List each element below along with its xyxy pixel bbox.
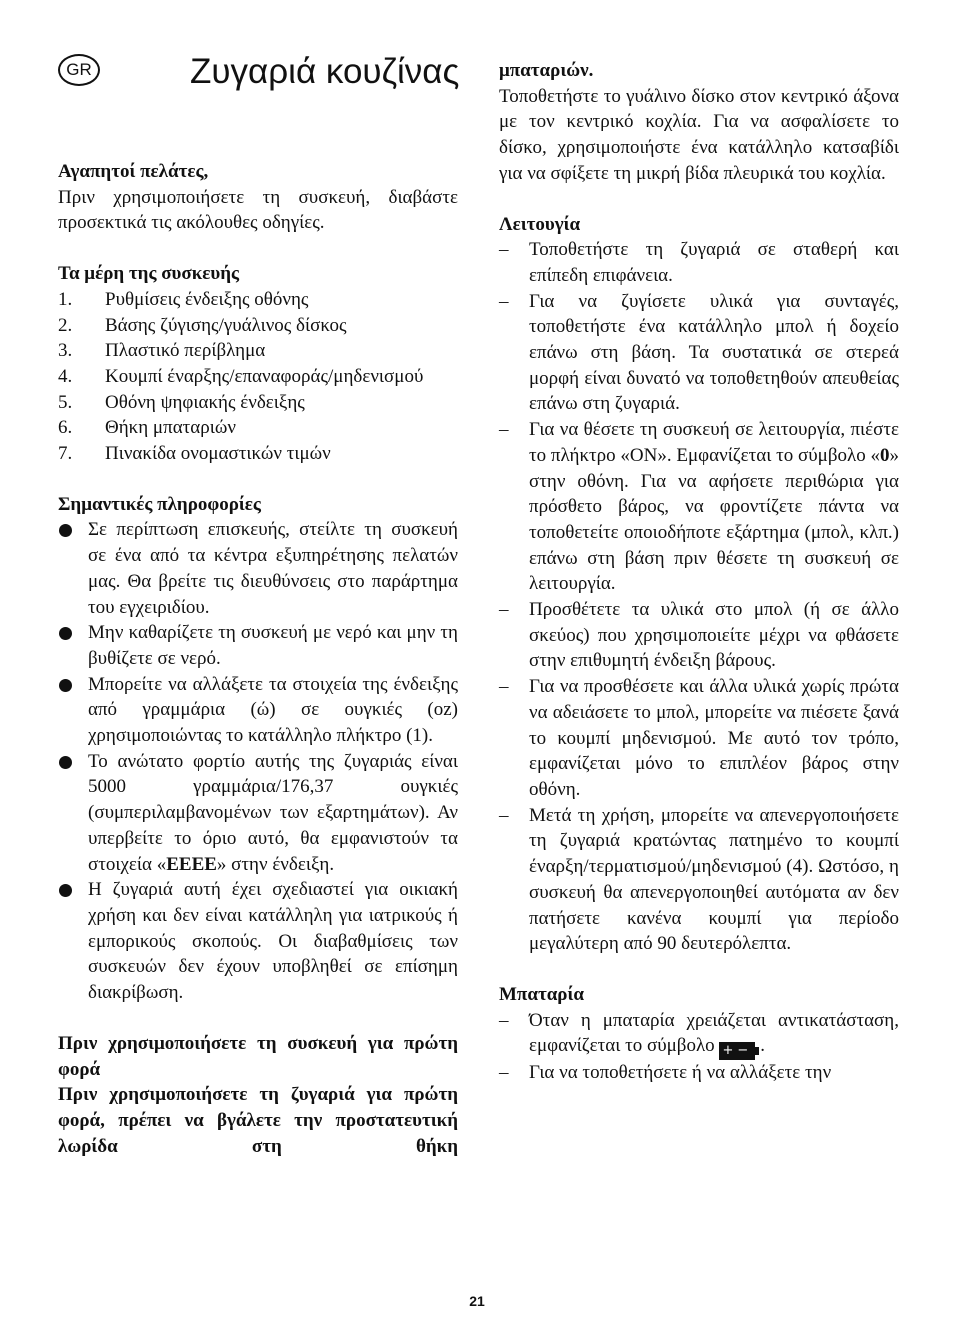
item-text: Η ζυγαριά αυτή έχει σχεδιαστεί για οικιακή χρήση και δεν είναι κατάλληλη για ιατρικούς ή εμπορικούς σκοπούς. Οι διαβαθμίσεις των συσκευών δεν έχουν υποβληθεί σε επίσημη διακρίβωση.: [88, 879, 458, 1004]
battery-low-icon: +−: [719, 1042, 755, 1060]
dash-marker: –: [499, 1009, 509, 1031]
dash-marker: –: [499, 599, 509, 621]
page-number: 21: [469, 1293, 485, 1309]
list-item: [58, 517, 458, 620]
list-item: [58, 364, 458, 390]
item-text: Κουμπί έναρξης/επαναφοράς/μηδενισμού: [105, 365, 424, 387]
item-text: Μην καθαρίζετε τη συσκευή με νερό και μην τη βυθίζετε σε νερό.: [88, 622, 458, 669]
page-title: Ζυγαριά κουζίνας: [190, 52, 460, 91]
dash-marker: –: [499, 239, 509, 261]
list-item: [499, 237, 899, 288]
bullet-icon: [58, 749, 88, 878]
item-text: Πινακίδα ονομαστικών τιμών: [105, 443, 331, 465]
first-use-bold-text: Πριν χρησιμοποιήσετε τη ζυγαριά για πρώτη φορά, πρέπει να βγάλετε την προστατευτική λωρίδα στη θήκη: [58, 1084, 458, 1157]
bullet-icon: [58, 517, 88, 620]
dash-marker: –: [499, 676, 509, 698]
item-text: Όταν η μπαταρία χρειάζεται αντικατάσταση, εμφανίζεται το σύμβολο +− .: [529, 1009, 899, 1059]
battery-heading: Μπαταρία: [499, 983, 584, 1005]
item-text: Μπορείτε να αλλάξετε τα στοιχεία της ένδειξης από γραμμάρια (ώ) σε ουγκιές (oz) χρησιμοποιώντας το κατάλληλο πλήκτρο (1).: [88, 673, 458, 747]
dash-marker: –: [499, 290, 509, 312]
important-heading: Σημαντικές πληροφορίες: [58, 493, 261, 515]
list-item: [58, 313, 458, 339]
list-item: [58, 338, 458, 364]
list-item: [499, 417, 899, 597]
item-text: Τοποθετήστε τη ζυγαριά σε σταθερή και επίπεδη επιφάνεια.: [529, 239, 899, 286]
item-text: Για να θέσετε τη συσκευή σε λειτουργία, πιέστε το πλήκτρο «ON». Εμφανίζεται το σύμβολο «0» στην οθόνη. Για να αφήσετε περιθώρια για πρόσθετο βάρος, να φροντίζετε πάντα να τοποθετείτε οποιοδήποτε εξάρτημα (μπολ, κλπ.) επάνω στη βάση πριν θέσετε τη συσκευή σε λειτουργία.: [529, 419, 899, 595]
bullet-icon: [58, 672, 88, 749]
list-item: [58, 672, 458, 749]
item-text: Προσθέτετε τα υλικά στο μπολ (ή σε άλλο σκεύος) που χρησιμοποιείτε μέχρι να φθάσετε στην επιθυμητή ένδειξη βάρους.: [529, 599, 899, 672]
dash-marker: –: [499, 1062, 509, 1084]
list-item: [58, 441, 458, 467]
operation-list: [499, 237, 899, 957]
item-text: Για να τοποθετήσετε ή να αλλάξετε την: [529, 1062, 832, 1084]
item-text: Για να προσθέσετε και άλλα υλικά χωρίς πρώτα να αδειάσετε το μπολ, μπορείτε να πιέσετε ξανά το κουμπί μηδενισμού. Με αυτό τον τρόπο, εμφανίζεται μόνο το επιπλέον βάρος στην οθόνη.: [529, 676, 899, 800]
list-item: [58, 749, 458, 878]
parts-heading: Τα μέρη της συσκευής: [58, 263, 240, 285]
important-list: [58, 517, 458, 1005]
first-use-paragraph: Τοποθετήστε το γυάλινο δίσκο στον κεντρικό άξονα με τον κεντρικό κοχλία. Για να ασφαλίσετε το δίσκο, χρησιμοποιήστε ένα κατάλληλο κατσαβίδι για να σφίξετε τη μικρή βίδα πλευρικά του κοχλία.: [499, 85, 899, 184]
list-item: [499, 1060, 899, 1086]
list-item: [58, 620, 458, 671]
item-number: 7.: [58, 443, 73, 465]
error-code: EEEE: [166, 853, 217, 875]
intro-paragraph: Πριν χρησιμοποιήσετε τη συσκευή, διαβάστε προσεκτικά τις ακόλουθες οδηγίες.: [58, 186, 458, 234]
item-number: 5.: [58, 391, 73, 413]
list-item: [499, 289, 899, 418]
dash-marker: –: [499, 804, 509, 826]
list-item: [58, 415, 458, 441]
item-text: Οθόνη ψηφιακής ένδειξης: [105, 391, 305, 413]
item-text: Βάσης ζύγισης/γυάλινος δίσκος: [105, 314, 347, 336]
language-badge: GR: [58, 54, 100, 86]
list-item: [499, 597, 899, 674]
parts-list: [58, 287, 458, 467]
left-column: [58, 159, 458, 1159]
item-number: 4.: [58, 365, 73, 387]
item-number: 2.: [58, 314, 73, 336]
battery-list: [499, 1008, 899, 1086]
item-text: Το ανώτατο φορτίο αυτής της ζυγαριάς είναι 5000 γραμμάρια/176,37 ουγκιές (συμπεριλαμβανομένων των εξαρτημάτων). Αν υπερβείτε το όριο αυτό, θα εμφανιστούν τα στοιχεία «EEEE» στην ένδειξη.: [88, 750, 458, 875]
item-text: Μετά τη χρήση, μπορείτε να απενεργοποιήσετε τη ζυγαριά κρατώντας πατημένο το κουμπί έναρξη/τερματισμού/μηδενισμού (4). Ωστόσο, η συσκευή θα απενεργοποιηθεί αυτόματα αν δεν πατήσετε κανένα κουμπί για περίοδο μεγαλύτερη από 90 δευτερόλεπτα.: [529, 804, 899, 955]
item-text: Ρυθμίσεις ένδειξης οθόνης: [105, 288, 309, 310]
item-number: 3.: [58, 340, 73, 362]
item-text: Για να ζυγίσετε υλικά για συνταγές, τοποθετήστε ένα κατάλληλο μπολ ή δοχείο επάνω στη βάση. Τα συστατικά σε στερεά μορφή είναι δυνατό να τοποθετηθούν απευθείας επάνω στη ζυγαριά.: [529, 290, 899, 415]
list-item: [58, 877, 458, 1006]
dash-marker: –: [499, 419, 509, 441]
zero-symbol: 0: [880, 444, 890, 466]
bullet-icon: [58, 877, 88, 1006]
list-item: [499, 1008, 899, 1061]
list-item: [58, 287, 458, 313]
item-number: 6.: [58, 417, 73, 439]
first-use-heading: Πριν χρησιμοποιήσετε τη συσκευή για πρώτη φορά: [58, 1032, 458, 1080]
item-text: Σε περίπτωση επισκευής, στείλτε τη συσκευή σε ένα από τα κέντρα εξυπηρέτησης πελατών μας. Θα βρείτε τις διευθύνσεις στο παράρτημα του εγχειριδίου.: [88, 519, 458, 618]
list-item: [499, 803, 899, 957]
item-text: Πλαστικό περίβλημα: [105, 340, 266, 362]
item-text: Θήκη μπαταριών: [105, 417, 236, 439]
bullet-icon: [58, 620, 88, 671]
operation-heading: Λειτουγία: [499, 213, 581, 235]
greeting-heading: Αγαπητοί πελάτες,: [58, 161, 209, 182]
item-number: 1.: [58, 288, 73, 310]
first-use-bold-continued: μπαταριών.: [499, 60, 594, 81]
right-column: [499, 58, 899, 1086]
list-item: [499, 674, 899, 803]
list-item: [58, 390, 458, 416]
